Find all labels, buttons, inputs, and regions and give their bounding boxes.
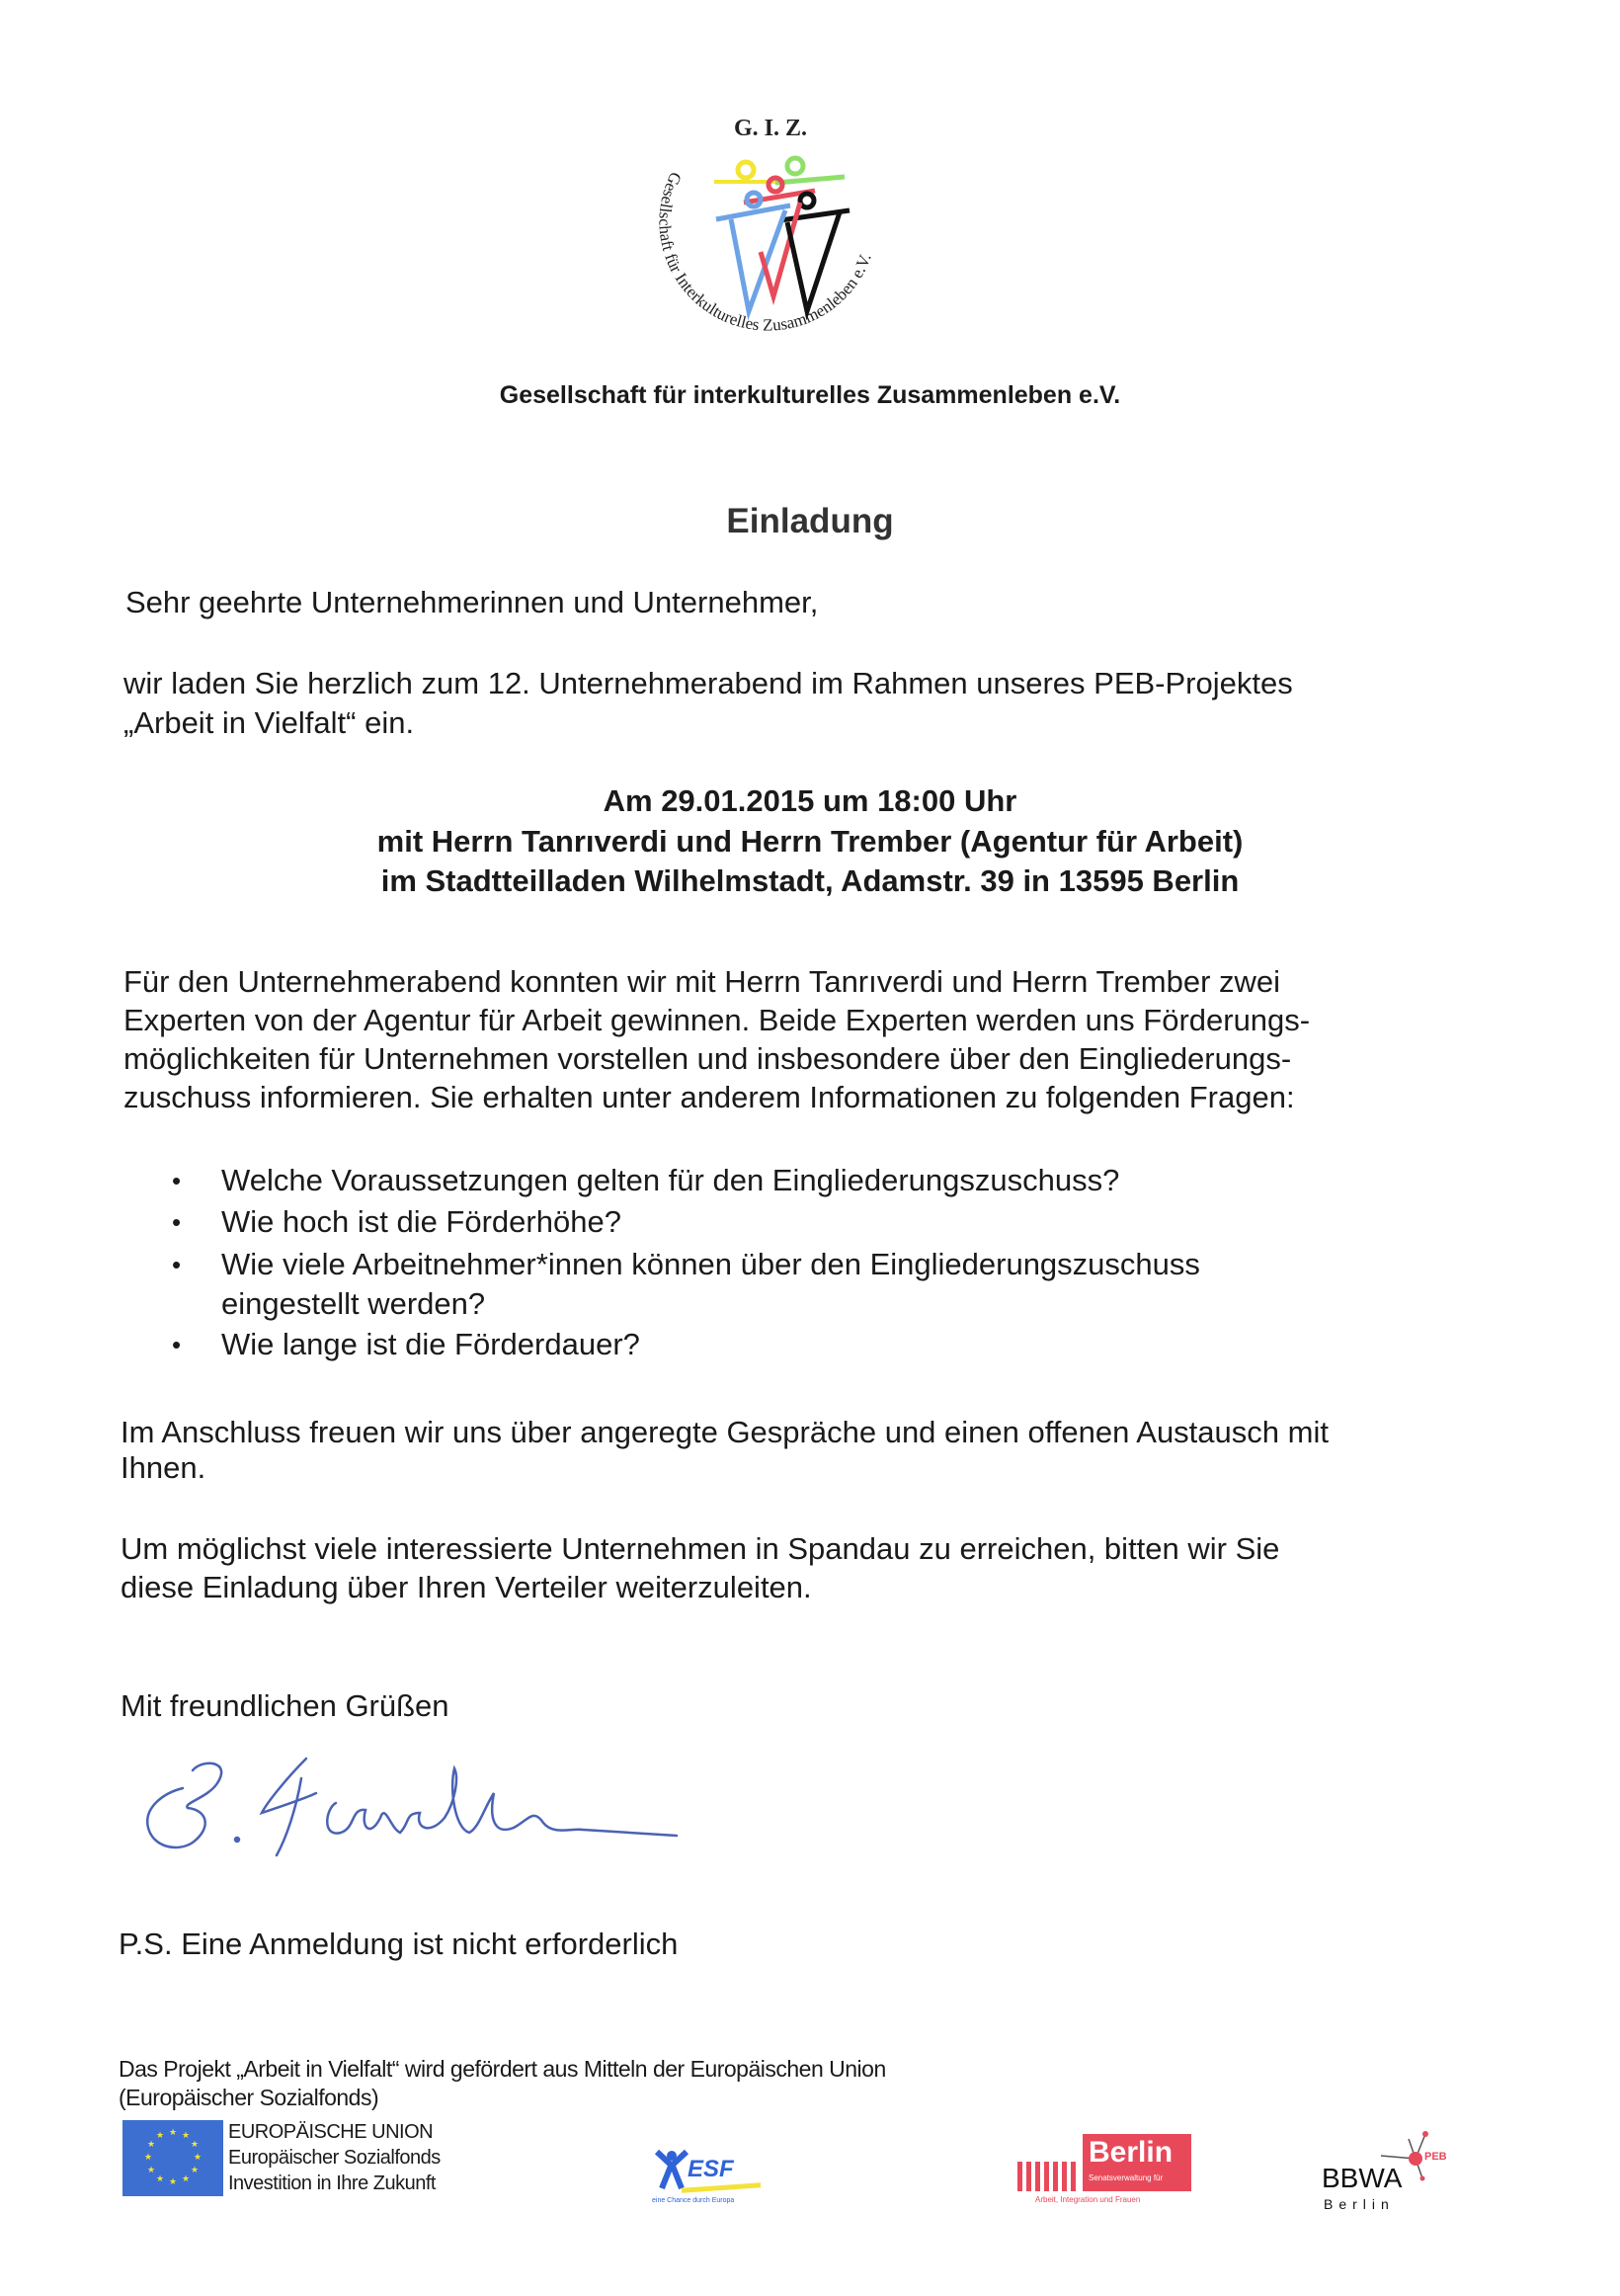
closing1-line-2: Ihnen. — [121, 1450, 206, 1485]
closing2-line-1: Um möglichst viele interessierte Unternehmen in Spandau zu erreichen, bitten wir Sie — [121, 1531, 1280, 1566]
esf-logo — [652, 2134, 770, 2213]
bbwa-label: BBWA — [1322, 2163, 1403, 2193]
funding-line-2: (Europäischer Sozialfonds) — [119, 2085, 379, 2110]
body-line-4: zuschuss informieren. Sie erhalten unter anderem Informationen zu folgenden Fragen: — [123, 1080, 1295, 1114]
salutation: Sehr geehrte Unternehmerinnen und Unternehmer, — [125, 585, 819, 619]
intro-line-2: „Arbeit in Vielfalt“ ein. — [123, 705, 415, 740]
question-3-line-2: eingestellt werden? — [221, 1286, 486, 1321]
ps-note: P.S. Eine Anmeldung ist nicht erforderlich — [119, 1927, 679, 1961]
esf-figure-icon — [652, 2134, 691, 2193]
body-line-3: möglichkeiten für Unternehmen vorstellen und insbesondere über den Eingliederungs- — [123, 1041, 1292, 1076]
closing1-line-1: Im Anschluss freuen wir uns über angeregte Gespräche und einen offenen Austausch mit — [121, 1415, 1329, 1449]
bbwa-city: Berlin — [1324, 2196, 1395, 2212]
event-location: im Stadtteilladen Wilhelmstadt, Adamstr. 39 in 13595 Berlin — [380, 863, 1240, 898]
signature — [138, 1749, 691, 1872]
svg-text:★: ★ — [155, 2173, 165, 2183]
body-line-1: Für den Unternehmerabend konnten wir mit Herrn Tanrıverdi und Herrn Trember zwei — [123, 964, 1281, 999]
svg-text:G. I. Z.: G. I. Z. — [733, 116, 808, 141]
body-line-2: Experten von der Agentur für Arbeit gewinnen. Beide Experten werden uns Förderungs- — [123, 1003, 1311, 1037]
question-1: Welche Voraussetzungen gelten für den Eingliederungszuschuss? — [221, 1163, 1120, 1197]
closing2-line-2: diese Einladung über Ihren Verteiler weiterzuleiten. — [121, 1570, 812, 1604]
eu-flag-icon — [122, 2120, 223, 2196]
svg-text:★: ★ — [190, 2165, 200, 2174]
regards: Mit freundlichen Grüßen — [121, 1688, 449, 1723]
event-date: Am 29.01.2015 um 18:00 Uhr — [603, 783, 1017, 818]
berlin-sub-1: Senatsverwaltung für — [1089, 2173, 1164, 2182]
eu-line-2: Europäischer Sozialfonds — [228, 2147, 441, 2169]
berlin-logo — [1017, 2134, 1195, 2213]
svg-text:★: ★ — [193, 2152, 202, 2162]
page-title: Einladung — [726, 502, 894, 540]
eu-line-3: Investition in Ihre Zukunft — [228, 2173, 436, 2194]
bullet-icon: • — [172, 1250, 182, 1279]
bullet-icon: • — [172, 1330, 182, 1359]
esf-label: ESF — [688, 2156, 734, 2182]
svg-text:★: ★ — [181, 2173, 191, 2183]
bbwa-logo — [1322, 2129, 1460, 2218]
esf-sub: eine Chance durch Europa — [652, 2197, 735, 2204]
svg-text:★: ★ — [181, 2130, 191, 2140]
funding-line-1: Das Projekt „Arbeit in Vielfalt“ wird gefördert aus Mitteln der Europäischen Union — [119, 2056, 886, 2082]
giz-logo-graphic — [637, 104, 904, 370]
berlin-sub-2: Arbeit, Integration und Frauen — [1035, 2195, 1141, 2204]
svg-text:★: ★ — [146, 2139, 156, 2149]
bullet-icon: • — [172, 1166, 182, 1195]
svg-text:★: ★ — [146, 2165, 156, 2174]
svg-text:★: ★ — [155, 2130, 165, 2140]
svg-text:★: ★ — [143, 2152, 153, 2162]
svg-text:★: ★ — [168, 2176, 178, 2186]
question-3-line-1: Wie viele Arbeitnehmer*innen können über den Eingliederungszuschuss — [221, 1247, 1200, 1281]
question-4: Wie lange ist die Förderdauer? — [221, 1327, 640, 1361]
intro-line-1: wir laden Sie herzlich zum 12. Unternehmerabend im Rahmen unseres PEB-Projektes — [123, 666, 1293, 700]
event-speakers: mit Herrn Tanrıverdi und Herrn Trember (Agentur für Arbeit) — [376, 824, 1244, 859]
org-name: Gesellschaft für interkulturelles Zusammenleben e.V. — [499, 381, 1121, 409]
svg-text:Gesellschaft für Interkulturel: Gesellschaft für Interkulturelles Zusammenleben e.V. — [655, 169, 875, 335]
svg-text:★: ★ — [168, 2127, 178, 2137]
question-2: Wie hoch ist die Förderhöhe? — [221, 1204, 621, 1239]
bbwa-peb: PEB — [1424, 2151, 1447, 2163]
eu-line-1: EUROPÄISCHE UNION — [228, 2121, 434, 2143]
berlin-label: Berlin — [1089, 2136, 1174, 2169]
svg-text:★: ★ — [190, 2139, 200, 2149]
bullet-icon: • — [172, 1207, 182, 1237]
giz-logo — [637, 104, 904, 370]
